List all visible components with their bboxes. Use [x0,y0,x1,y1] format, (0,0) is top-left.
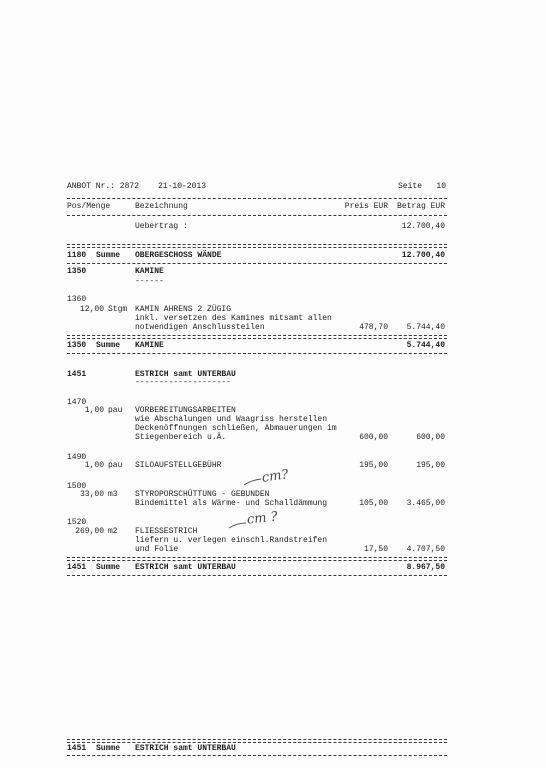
column-header-description: Bezeichnung [135,202,188,211]
item-position: 1490 [67,453,87,462]
section-title: ESTRICH samt UNTERBAU [135,370,236,379]
item-description-line: Bindemittel als Wärme- und Schalldämmung [135,499,328,508]
item-quantity: 269,00 [75,527,104,536]
item-description-line: VORBEREITUNGSARBEITEN [135,406,236,415]
column-header-pos-qty: Pos/Menge [67,202,111,211]
item-amount: 4.707,50 [406,545,445,554]
item-unit-price: 600,00 [359,433,388,442]
item-amount: 5.744,40 [406,323,445,332]
page-label: Seite [398,182,423,191]
item-unit: pau [108,461,123,470]
section-underline: -------------------- [135,378,232,387]
handwritten-note: cm? [261,467,290,486]
item-unit-price: 195,00 [359,461,388,470]
item-description-line: notwendigen Anschlussteilen [135,323,265,332]
item-description-line: FLIESSESTRICH [135,527,198,536]
column-header-price: Preis EUR [344,202,388,211]
footer-sum-label: Summe [96,744,121,753]
item-amount: 600,00 [416,433,445,442]
section-position: 1451 [67,370,87,379]
footer-sum-position: 1451 [67,744,87,753]
item-unit: m3 [108,490,118,499]
item-unit-price: 105,00 [359,499,388,508]
sum-amount: 5.744,40 [406,341,445,350]
item-description-line: STYROPORSCHÜTTUNG - GEBUNDEN [135,490,270,499]
offer-date: 21-10-2013 [158,182,207,191]
item-unit: pau [108,406,123,415]
sum-title: OBERGESCHOSS WÄNDE [135,251,222,260]
item-description-line: inkl. versetzen des Kamines mitsamt allen [135,314,332,323]
sum-position: 1350 [67,341,87,350]
sum-label: Summe [96,563,121,572]
item-quantity: 1,00 [84,461,104,470]
item-unit: m2 [108,527,118,536]
item-quantity: 1,00 [84,406,104,415]
item-position: 1360 [67,295,87,304]
item-unit-price: 478,70 [359,323,388,332]
item-position: 1470 [67,398,87,407]
item-description-line: liefern u. verlegen einschl.Randstreifen [135,536,328,545]
footer-sum-title: ESTRICH samt UNTERBAU [135,744,236,753]
item-description-line: wie Abschalungen und Waagriss herstellen [135,415,328,424]
item-description-line: Stiegenbereich u.Ä. [135,433,227,442]
section-underline: ------ [135,277,164,286]
item-description-line: KAMIN AHRENS 2 ZÜGIG [135,305,232,314]
item-position: 1500 [67,482,87,491]
sum-title: KAMINE [135,341,164,350]
item-unit: Stgm [108,305,128,314]
sum-amount: 8.967,50 [406,563,445,572]
offer-number: ANBOT Nr.: 2872 [67,182,140,191]
item-description-line: SILOAUFSTELLGEBÜHR [135,461,222,470]
item-quantity: 33,00 [79,490,104,499]
item-quantity: 12,00 [79,305,104,314]
handwritten-note: cm ? [246,509,279,528]
item-position: 1520 [67,518,87,527]
carry-over-amount: 12.700,40 [401,222,445,231]
sum-label: Summe [96,341,121,350]
section-position: 1350 [67,267,87,276]
item-description-line: und Folie [135,545,179,554]
carry-over-label: Uebertrag : [135,222,188,231]
item-unit-price: 17,50 [363,545,388,554]
sum-position: 1451 [67,563,87,572]
item-amount: 195,00 [416,461,445,470]
column-header-amount: Betrag EUR [396,202,445,211]
item-description-line: Deckenöffnungen schließen, Abmauerungen im [135,424,337,433]
section-title: KAMINE [135,267,164,276]
page-number: 10 [436,182,446,191]
sum-title: ESTRICH samt UNTERBAU [135,563,236,572]
sum-label: Summe [96,251,121,260]
item-amount: 3.465,00 [406,499,445,508]
sum-amount: 12.700,40 [401,251,445,260]
sum-position: 1180 [67,251,87,260]
